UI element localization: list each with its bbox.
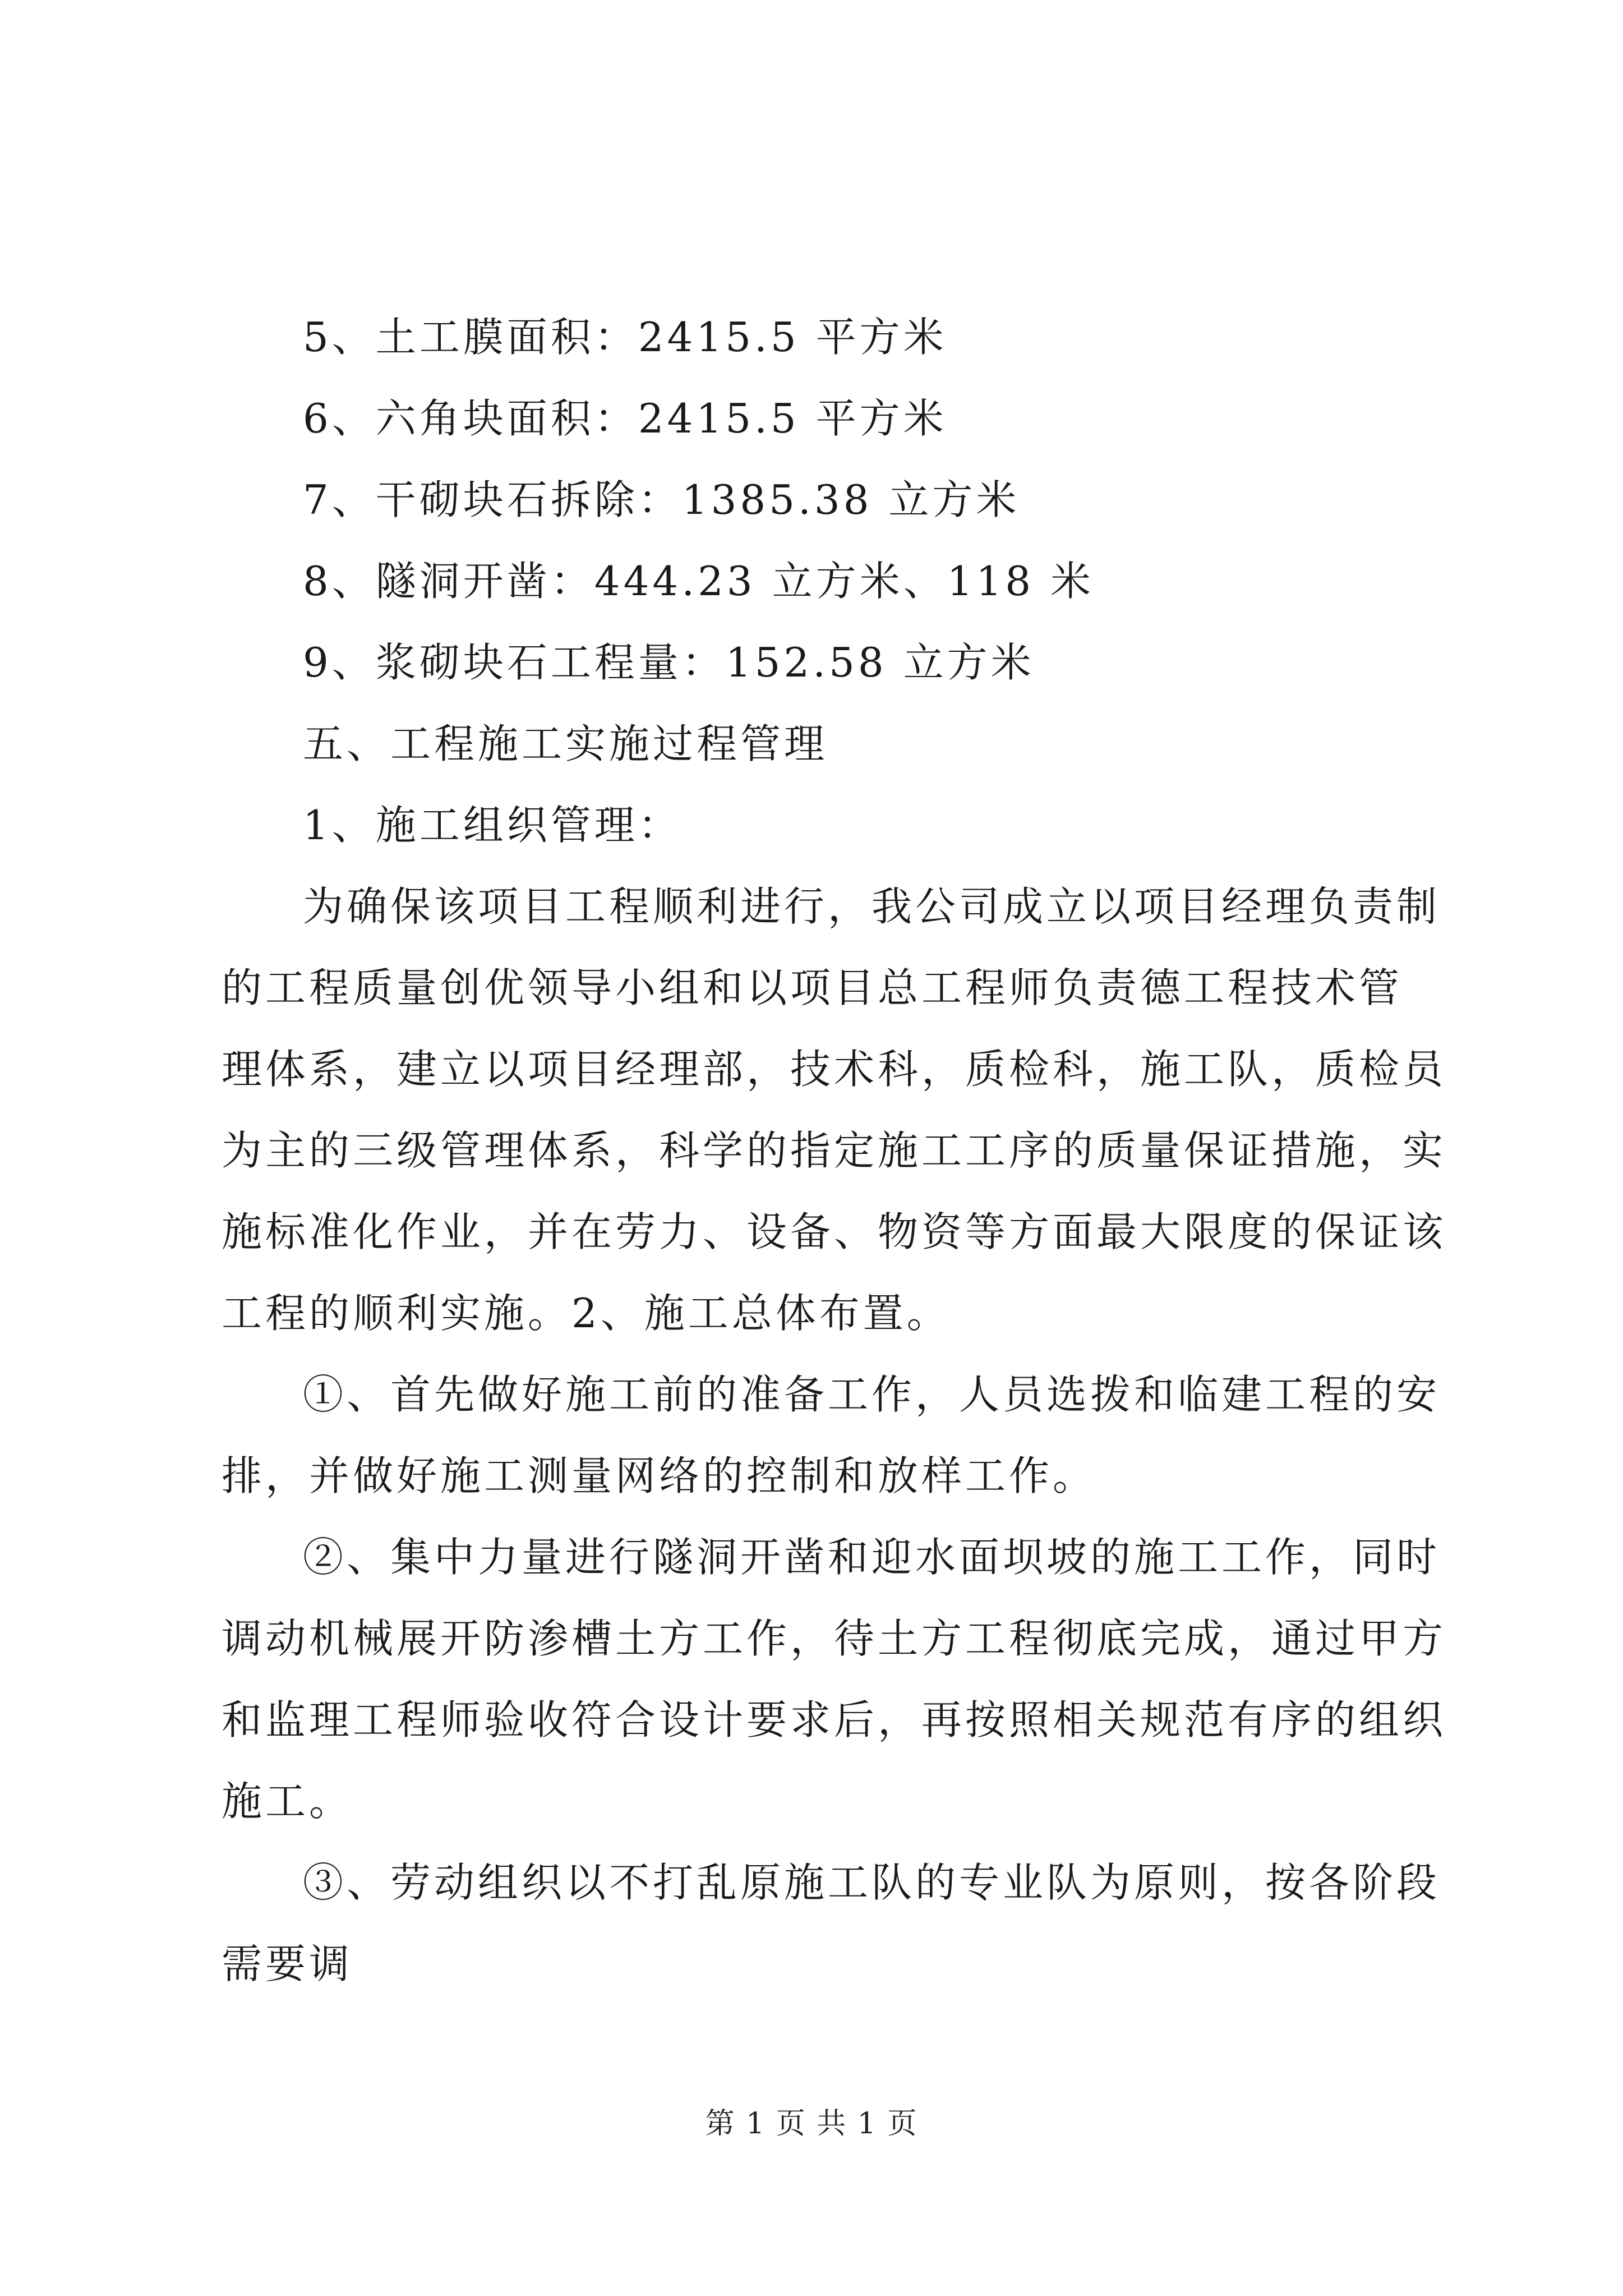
page-footer: 第 1 页 共 1 页 <box>705 2107 918 2141</box>
text-line: 7、干砌块石拆除：1385.38 立方米 <box>303 476 1020 523</box>
text-line: ②、集中力量进行隧洞开凿和迎水面坝坡的施工工作，同时 <box>303 1534 1441 1581</box>
text-line: 的工程质量创优领导小组和以项目总工程师负责德工程技术管 <box>222 964 1403 1011</box>
section-heading: 五、工程施工实施过程管理 <box>303 720 828 767</box>
text-line: 排，并做好施工测量网络的控制和放样工作。 <box>222 1452 1097 1499</box>
text-line: 6、六角块面积：2415.5 平方米 <box>303 395 947 442</box>
text-line: ①、首先做好施工前的准备工作，人员选拨和临建工程的安 <box>303 1371 1441 1418</box>
text-line: 和监理工程师验收符合设计要求后，再按照相关规范有序的组织 <box>222 1696 1447 1743</box>
text-line: 为主的三级管理体系，科学的指定施工工序的质量保证措施，实 <box>222 1127 1447 1174</box>
text-line: 工程的顺利实施。2、施工总体布置。 <box>222 1290 951 1337</box>
subsection-heading: 1、施工组织管理： <box>303 802 682 849</box>
text-line: 施标准化作业，并在劳力、设备、物资等方面最大限度的保证该 <box>222 1208 1447 1255</box>
text-line: 施工。 <box>222 1778 353 1825</box>
text-line: 5、土工膜面积：2415.5 平方米 <box>303 314 947 361</box>
text-line: ③、劳动组织以不打乱原施工队的专业队为原则，按各阶段 <box>303 1859 1441 1906</box>
text-line: 为确保该项目工程顺利进行，我公司成立以项目经理负责制 <box>303 883 1441 930</box>
text-line: 调动机械展开防渗槽土方工作，待土方工程彻底完成，通过甲方 <box>222 1615 1447 1662</box>
text-line: 理体系，建立以项目经理部，技术科，质检科，施工队，质检员 <box>222 1046 1447 1093</box>
text-line: 9、浆砌块石工程量：152.58 立方米 <box>303 639 1035 686</box>
text-line: 8、隧洞开凿：444.23 立方米、118 米 <box>303 558 1094 605</box>
text-line: 需要调 <box>222 1940 353 1987</box>
